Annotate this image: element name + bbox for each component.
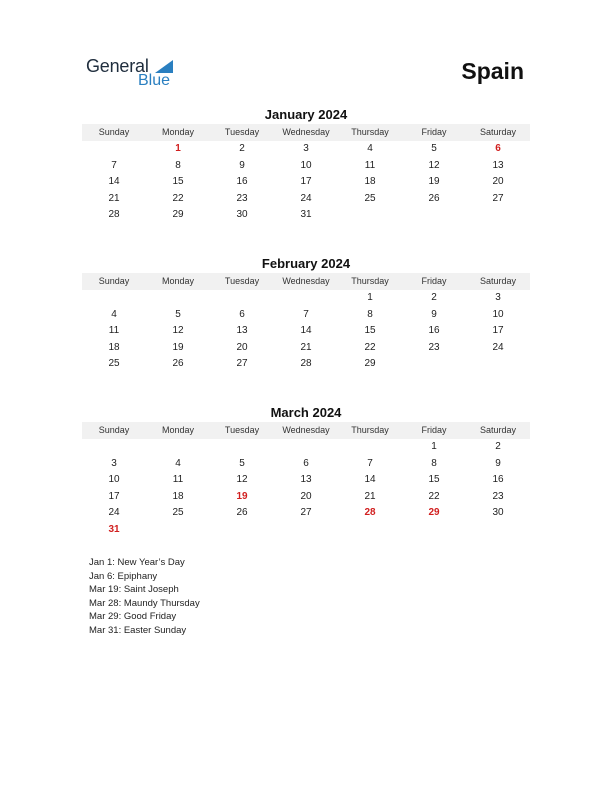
- day-cell: 18: [108, 341, 120, 353]
- day-cell: [402, 522, 466, 539]
- day-cell: 7: [367, 457, 373, 469]
- day-cell: 25: [364, 192, 376, 204]
- weekday-header-row: [82, 422, 530, 439]
- day-cell: 27: [300, 507, 312, 518]
- day-cell: [338, 439, 402, 456]
- day-cell: 7: [303, 308, 309, 320]
- generalblue-logo: [86, 56, 186, 92]
- day-cell: 5: [239, 457, 245, 469]
- day-cell: 2: [495, 441, 501, 452]
- week-row: [82, 489, 530, 506]
- day-cell: 12: [236, 474, 248, 485]
- day-cell: 18: [364, 176, 376, 187]
- weekday-label: Saturday: [479, 276, 517, 286]
- day-cell: 2: [239, 143, 245, 154]
- holiday-list-item: Jan 6: Epiphany: [89, 570, 158, 582]
- weekday-label: Monday: [161, 127, 195, 137]
- logo-text-blue: Blue: [138, 72, 171, 89]
- day-cell: 10: [492, 308, 504, 320]
- day-cell: [466, 522, 530, 539]
- day-cell: [82, 290, 146, 307]
- day-cell: 20: [492, 176, 504, 187]
- day-cell: 4: [111, 308, 117, 320]
- day-cell: 24: [108, 507, 120, 518]
- day-cell: 8: [175, 159, 181, 171]
- weekday-header-row: [82, 273, 530, 290]
- week-grid: [82, 439, 530, 538]
- day-cell: 20: [236, 341, 248, 353]
- day-cell: 16: [428, 325, 440, 336]
- day-cell: 15: [428, 474, 440, 485]
- day-cell: 18: [172, 490, 184, 502]
- weekday-label: Wednesday: [282, 425, 330, 435]
- day-cell: [402, 356, 466, 373]
- day-cell: 12: [172, 325, 184, 336]
- weekday-label: Friday: [421, 276, 447, 286]
- day-cell: 13: [492, 159, 504, 171]
- week-row: [82, 356, 530, 373]
- day-cell: 14: [108, 176, 120, 187]
- day-cell: 20: [300, 490, 312, 502]
- weekday-label: Tuesday: [224, 127, 260, 137]
- day-cell: 15: [364, 325, 376, 336]
- weekday-label: Wednesday: [282, 276, 330, 286]
- day-cell: 29: [364, 358, 376, 369]
- holiday-day-cell: 28: [364, 507, 376, 518]
- holiday-day-cell: 19: [236, 490, 248, 502]
- holiday-day-cell: 1: [175, 143, 181, 154]
- day-cell: 16: [492, 474, 504, 485]
- day-cell: [274, 439, 338, 456]
- month-title: January 2024: [264, 107, 348, 122]
- week-row: [82, 439, 530, 456]
- weekday-label: Thursday: [351, 425, 389, 435]
- weekday-label: Thursday: [351, 127, 389, 137]
- day-cell: 11: [364, 159, 376, 171]
- day-cell: 22: [428, 490, 440, 502]
- week-row: [82, 191, 530, 208]
- day-cell: 11: [172, 474, 184, 485]
- day-cell: [274, 522, 338, 539]
- day-cell: 4: [175, 457, 181, 469]
- week-row: [82, 174, 530, 191]
- week-row: [82, 207, 530, 224]
- holiday-day-cell: 6: [495, 143, 501, 154]
- day-cell: 2: [431, 292, 437, 303]
- logo-text-general: General: [86, 56, 149, 76]
- day-cell: 17: [492, 325, 504, 336]
- day-cell: 13: [236, 325, 248, 336]
- weekday-label: Sunday: [98, 425, 130, 435]
- holiday-list-item: Mar 19: Saint Joseph: [89, 584, 179, 595]
- day-cell: 10: [300, 159, 312, 171]
- month-title: March 2024: [270, 405, 342, 420]
- day-cell: [466, 207, 530, 224]
- day-cell: 26: [236, 507, 248, 518]
- day-cell: 21: [108, 192, 120, 204]
- week-row: [82, 456, 530, 473]
- day-cell: 23: [428, 341, 440, 353]
- day-cell: 27: [236, 358, 248, 369]
- weekday-label: Sunday: [98, 127, 130, 137]
- day-cell: [210, 290, 274, 307]
- month-title: February 2024: [261, 256, 351, 271]
- day-cell: 21: [300, 341, 312, 353]
- day-cell: 25: [172, 507, 184, 518]
- day-cell: 28: [300, 358, 312, 369]
- day-cell: 8: [431, 457, 437, 469]
- day-cell: 30: [492, 507, 504, 518]
- weekday-label: Wednesday: [282, 127, 330, 137]
- day-cell: 9: [495, 457, 501, 469]
- day-cell: [466, 356, 530, 373]
- weekday-label: Monday: [161, 276, 195, 286]
- holiday-list-item: Mar 28: Maundy Thursday: [89, 597, 200, 609]
- weekday-label: Friday: [421, 425, 447, 435]
- day-cell: [338, 207, 402, 224]
- day-cell: 9: [239, 159, 245, 171]
- day-cell: 1: [431, 441, 437, 452]
- day-cell: 6: [303, 457, 309, 469]
- day-cell: 24: [492, 341, 504, 353]
- day-cell: 13: [300, 474, 312, 485]
- day-cell: 10: [108, 474, 120, 485]
- holiday-list-item: Mar 31: Easter Sunday: [89, 624, 187, 636]
- day-cell: 25: [108, 358, 120, 369]
- day-cell: 9: [431, 308, 437, 320]
- month-february: [82, 256, 530, 373]
- day-cell: [146, 290, 210, 307]
- day-cell: 23: [236, 192, 248, 204]
- day-cell: 17: [108, 490, 120, 502]
- day-cell: 19: [428, 176, 440, 187]
- weekday-label: Saturday: [479, 425, 517, 435]
- day-cell: 17: [300, 176, 312, 187]
- day-cell: [210, 439, 274, 456]
- day-cell: 16: [236, 176, 248, 187]
- day-cell: 27: [492, 192, 504, 204]
- day-cell: 3: [495, 292, 501, 303]
- week-row: [82, 340, 530, 357]
- week-row: [82, 472, 530, 489]
- holiday-day-cell: 29: [428, 507, 440, 518]
- day-cell: 12: [428, 159, 440, 171]
- day-cell: 3: [303, 143, 309, 154]
- month-march: [82, 405, 530, 538]
- day-cell: 11: [108, 325, 120, 336]
- day-cell: 5: [431, 143, 437, 154]
- week-row: [82, 522, 530, 539]
- week-row: [82, 290, 530, 307]
- day-cell: 29: [172, 209, 184, 220]
- day-cell: 22: [364, 341, 376, 353]
- day-cell: 1: [367, 292, 373, 303]
- day-cell: 24: [300, 192, 312, 204]
- day-cell: 8: [367, 308, 373, 320]
- weekday-label: Friday: [421, 127, 447, 137]
- day-cell: [146, 439, 210, 456]
- day-cell: 26: [172, 358, 184, 369]
- day-cell: [274, 290, 338, 307]
- holiday-list-item: Mar 29: Good Friday: [89, 611, 177, 622]
- day-cell: [146, 522, 210, 539]
- day-cell: 5: [175, 308, 181, 320]
- day-cell: 4: [367, 143, 373, 154]
- day-cell: 28: [108, 209, 120, 220]
- weekday-label: Saturday: [479, 127, 517, 137]
- day-cell: [210, 522, 274, 539]
- weekday-label: Tuesday: [224, 276, 260, 286]
- month-january: [82, 107, 530, 224]
- weekday-label: Monday: [161, 425, 195, 435]
- weekday-label: Sunday: [98, 276, 130, 286]
- day-cell: 14: [300, 325, 312, 336]
- day-cell: 14: [364, 474, 376, 485]
- weekday-label: Tuesday: [224, 425, 260, 435]
- day-cell: 19: [172, 341, 184, 353]
- week-grid: [82, 290, 530, 373]
- day-cell: 3: [111, 457, 117, 469]
- day-cell: 30: [236, 209, 248, 220]
- day-cell: 22: [172, 192, 184, 204]
- weekday-label: Thursday: [351, 276, 389, 286]
- week-row: [82, 158, 530, 175]
- day-cell: [82, 141, 146, 158]
- holiday-list-item: Jan 1: New Year’s Day: [89, 557, 185, 568]
- day-cell: 21: [364, 490, 376, 502]
- week-row: [82, 141, 530, 158]
- day-cell: 26: [428, 192, 440, 204]
- day-cell: [402, 207, 466, 224]
- day-cell: [82, 439, 146, 456]
- day-cell: 15: [172, 176, 184, 187]
- day-cell: 31: [300, 209, 312, 220]
- holiday-day-cell: 31: [108, 523, 120, 535]
- week-row: [82, 307, 530, 324]
- week-row: [82, 323, 530, 340]
- weekday-header-row: [82, 124, 530, 141]
- week-grid: [82, 141, 530, 224]
- day-cell: 23: [492, 490, 504, 502]
- week-row: [82, 505, 530, 522]
- holiday-list: [89, 556, 200, 637]
- country-title: Spain: [461, 58, 524, 84]
- day-cell: [338, 522, 402, 539]
- day-cell: 7: [111, 159, 117, 171]
- day-cell: 6: [239, 308, 245, 320]
